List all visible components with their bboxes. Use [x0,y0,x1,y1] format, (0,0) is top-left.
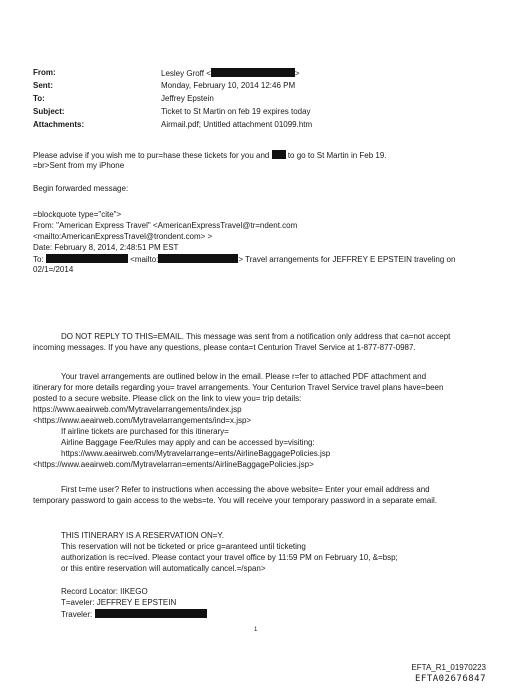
url-line-3[interactable]: https://www.aeairweb.com/Mytravelarrange=ents/AirlineBaggagePolicies.jsp [61,449,331,458]
from-label: From: [33,68,56,77]
noreply-line-2: incoming messages. If you have any questions, please conta=t Centurion Travel Service at 1-877-877-0987. [33,343,416,352]
record-locator: Record Locator: IIKEGO [61,587,148,596]
redaction-block [95,609,207,618]
sent-label: Sent: [33,81,53,90]
reservation-line-3: authorization is rec=ived. Please contact your travel office by 11:59 PM on February 10, &=bsp; [61,553,398,562]
url-line-4[interactable]: <https://www.aeairweb.com/Mytravelarran=ements/AirlineBaggagePolicies.jsp> [33,460,314,469]
traveler-line-2 [61,609,207,620]
to-value: Jeffrey Epstein [161,94,214,103]
advise-text-a: Please advise if you wish me to pur=hase these tickets for you and [33,151,270,160]
redaction-block [158,254,238,263]
to-label: To: [33,94,45,103]
begin-forwarded: Begin forwarded message: [33,184,129,193]
redaction-block [211,68,295,77]
sent-from-line: =br>Sent from my iPhone [33,161,125,170]
reservation-line-4: or this entire reservation will automatically cancel.=/span> [61,564,266,573]
subject-value: Ticket to St Martin on feb 19 expires today [161,107,311,116]
page-number: 1 [254,627,258,633]
redaction-block [46,254,128,263]
url-line-1[interactable]: https://www.aeairweb.com/Mytravelarrangements/index.jsp [33,405,242,414]
from-tail: > [294,69,300,78]
fwd-from-line: From: "American Express Travel" <AmericanExpressTravel@tr=ndent.com [33,221,298,230]
advise-line [33,150,387,161]
from-name: Lesley Groff < [161,69,211,78]
airline-line-1: If airline tickets are purchased for this itinerary= [61,427,229,436]
fwd-to-mailto: <mailto: [130,255,159,264]
url-line-2[interactable]: <https://www.aeairweb.com/Mytravelarrangements/ind=x.jsp> [33,416,252,425]
sent-value: Monday, February 10, 2014 12:46 PM [161,81,296,90]
redaction-block [272,150,286,159]
fwd-date2-line: 02/1=/2014 [33,265,74,274]
traveler-line-1: T=aveler: JEFFREY E EPSTEIN [61,598,177,607]
para-line-3: posted to a secure website. Please click on the link to view you= trip details: [33,394,302,403]
first-time-line-2: temporary password to gain access to the webs=te. You will receive your temporary password in a separate email. [33,496,437,505]
blockquote-line: =blockquote type="cite"> [33,210,122,219]
attachments-value: Airmail.pdf; Untitled attachment 01099.htm [161,120,313,129]
from-value [161,68,300,79]
footer-id-small: EFTA_R1_01970223 [411,663,486,672]
traveler-label: Traveler: [61,610,93,619]
footer-id-large: EFTA02676847 [414,674,486,684]
para-line-2: itinerary for more details regarding you= travel arrangements. Your Centurion Travel Service travel plans have=been [33,383,444,392]
attachments-label: Attachments: [33,120,85,129]
fwd-to-label: To: [33,255,44,264]
fwd-date-line: Date: February 8, 2014, 2:48:51 PM EST [33,243,179,252]
reservation-line-1: THIS ITINERARY IS A RESERVATION ON=Y. [61,531,224,540]
advise-text-b: to go to St Martin in Feb 19. [287,151,387,160]
reservation-line-2: This reservation will not be ticketed or price g=aranteed until ticketing [61,542,306,551]
subject-label: Subject: [33,107,65,116]
noreply-line-1: DO NOT REPLY TO THIS=EMAIL. This message was sent from a notification only address that ca=not accept [61,332,451,341]
first-time-line-1: First t=me user? Refer to instructions when accessing the above website= Enter your email address and [61,485,430,494]
airline-line-2: Airline Baggage Fee/Rules may apply and can be accessed by=visiting: [61,438,315,447]
fwd-mailto-line: <mailto:AmericanExpressTravel@trondent.com> > [33,232,213,241]
fwd-travel-text: > Travel arrangements for JEFFREY E EPSTEIN traveling on [238,255,456,264]
fwd-to-line [33,254,455,265]
para-line-1: Your travel arrangements are outlined below in the email. Please r=fer to attached PDF attachment and [61,372,427,381]
